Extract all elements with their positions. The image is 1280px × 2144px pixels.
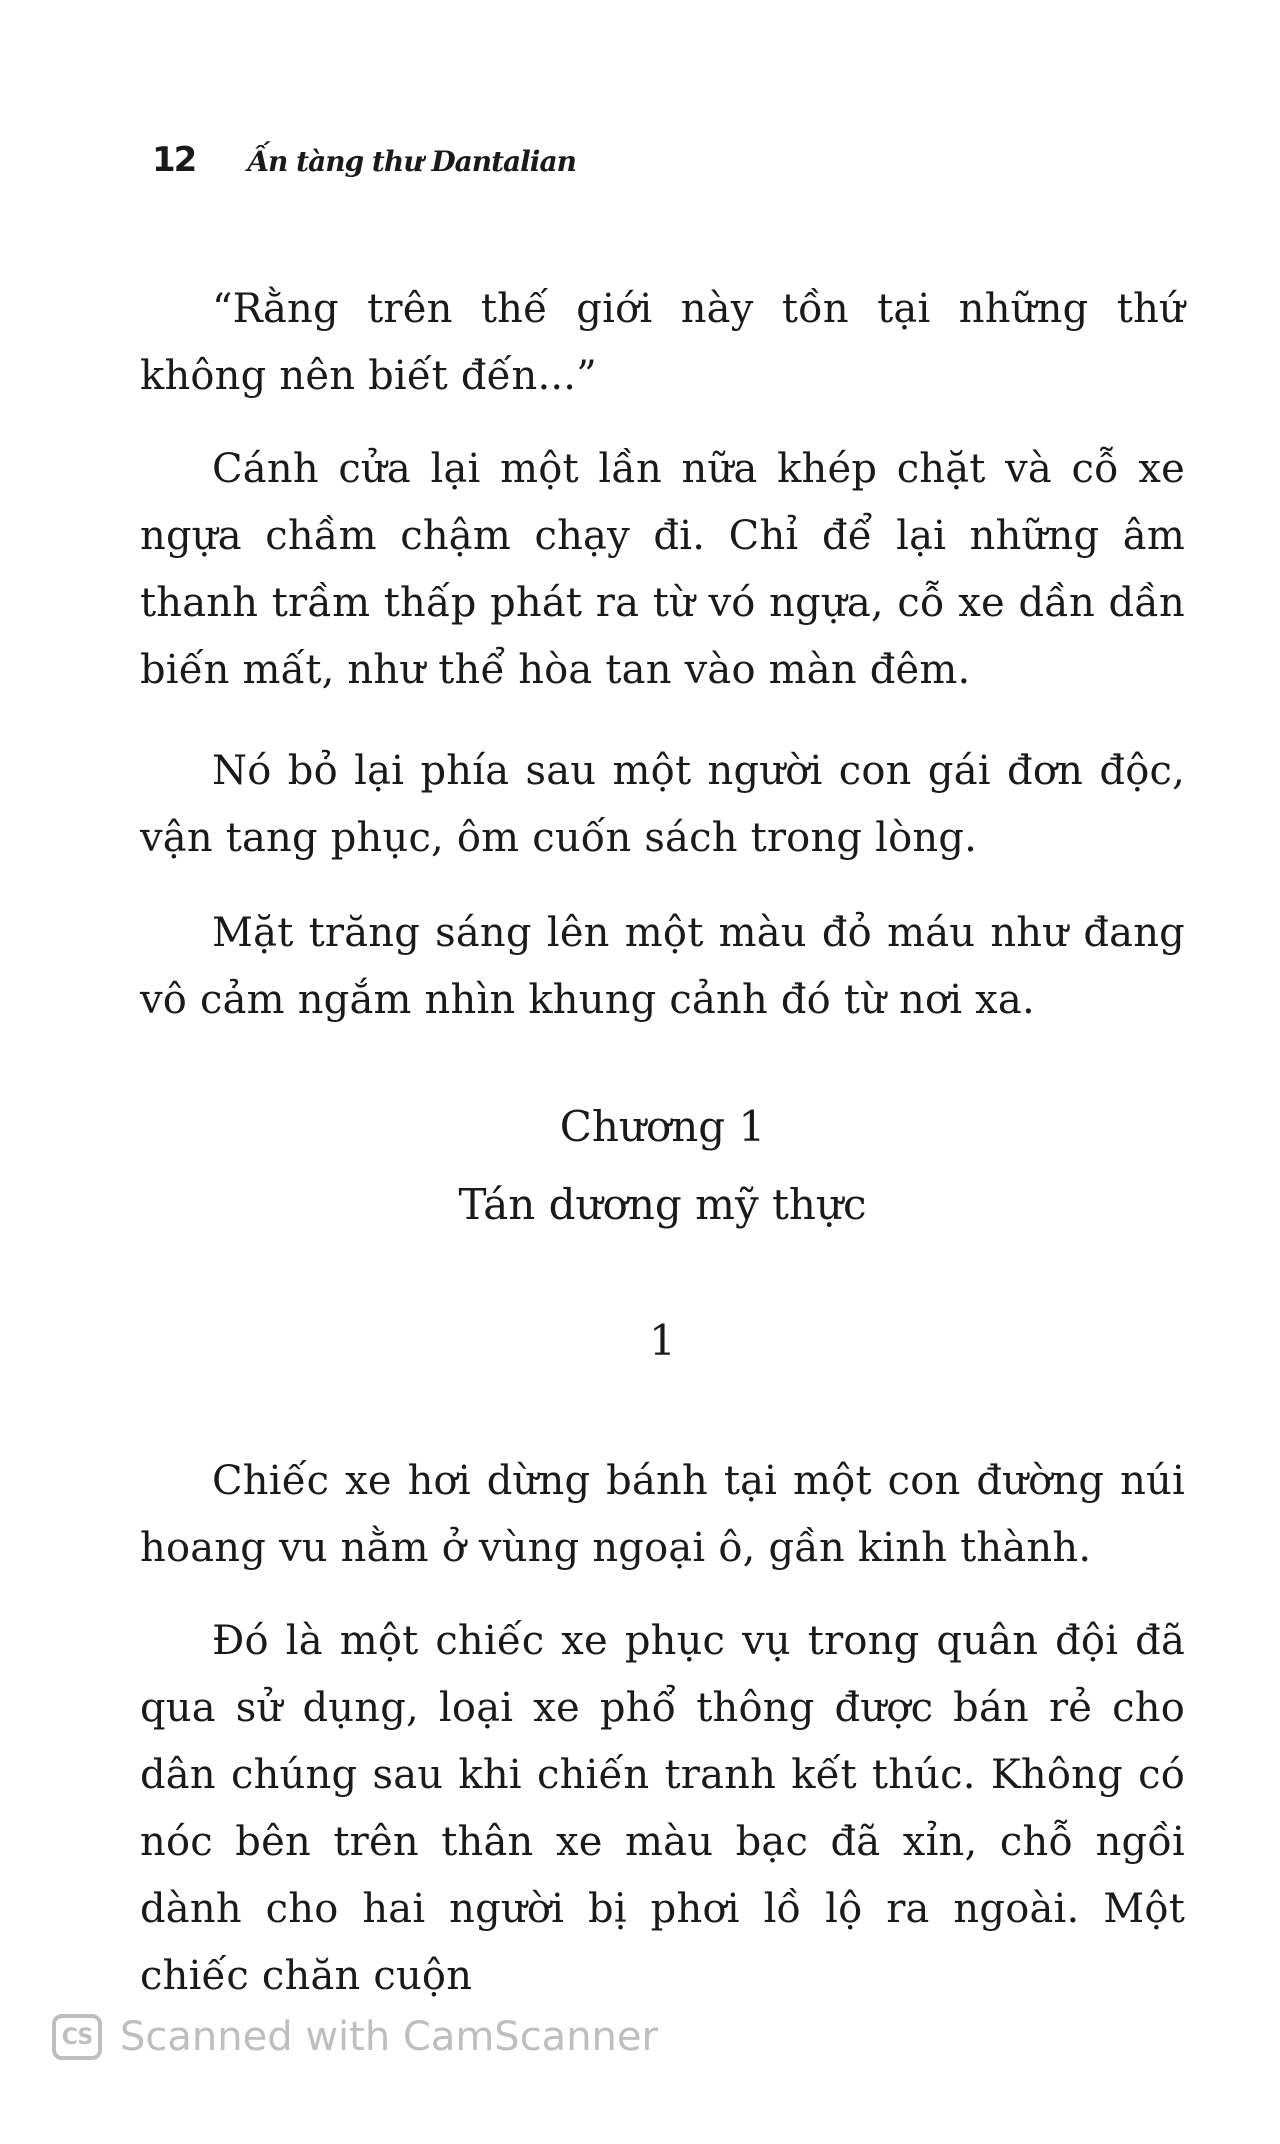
camscanner-watermark [52, 2014, 658, 2060]
paragraph-moon: Mặt trăng sáng lên một màu đỏ máu như đang vô cảm ngắm nhìn khung cảnh đó từ nơi xa. [140, 910, 1185, 1023]
chapter-label: Chương 1 [559, 1102, 766, 1151]
paragraph-car: Chiếc xe hơi dừng bánh tại một con đường núi hoang vu nằm ở vùng ngoại ô, gần kinh thành. [140, 1458, 1185, 1571]
camscanner-logo-icon: CS [52, 2014, 102, 2060]
paragraph-military-car: Đó là một chiếc xe phục vụ trong quân đội đã qua sử dụng, loại xe phổ thông được bán rẻ cho dân chúng sau khi chiến tranh kết thúc. Không có nóc bên trên thân xe màu bạc đã xỉn, chỗ ngồi dành cho hai người bị phơi lồ lộ ra ngoài. Một chiếc chăn cuộn [140, 1618, 1185, 1999]
page-header [152, 140, 576, 200]
paragraph-carriage: Cánh cửa lại một lần nữa khép chặt và cỗ xe ngựa chầm chậm chạy đi. Chỉ để lại những âm thanh trầm thấp phát ra từ vó ngựa, cỗ xe dần dần biến mất, như thể hòa tan vào màn đêm. [140, 446, 1185, 693]
watermark-text: Scanned with CamScanner [120, 2014, 658, 2060]
paragraph-girl: Nó bỏ lại phía sau một người con gái đơn độc, vận tang phục, ôm cuốn sách trong lòng. [140, 748, 1185, 861]
section-number: 1 [649, 1316, 676, 1365]
page-number: 12 [152, 140, 196, 180]
running-title: Ấn tàng thư Dantalian [247, 145, 576, 178]
paragraph-quote: “Rằng trên thế giới này tồn tại những thứ không nên biết đến...” [140, 286, 1185, 399]
chapter-title: Tán dương mỹ thực [458, 1180, 867, 1229]
